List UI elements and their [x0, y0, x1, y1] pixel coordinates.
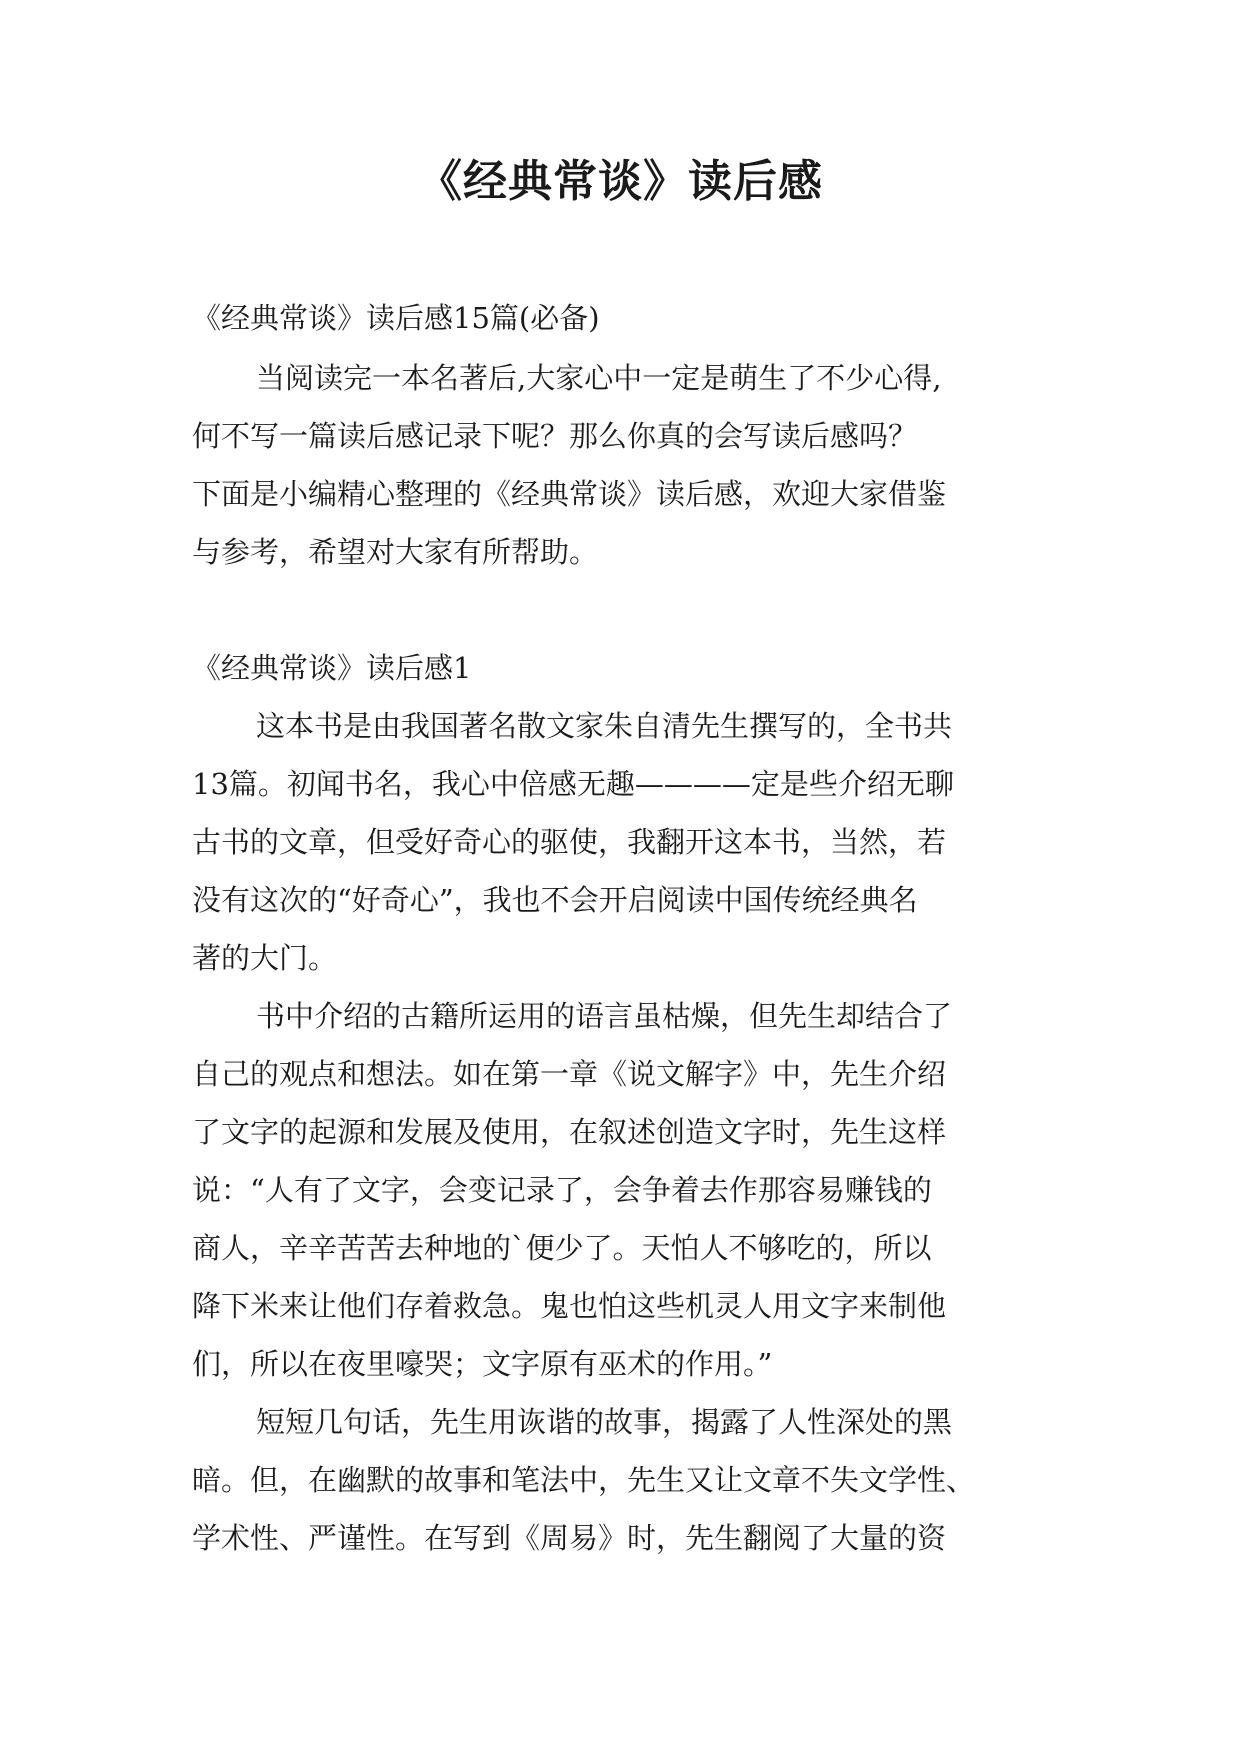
paragraph-line: 降下米来让他们存着救急。鬼也怕这些机灵人用文字来制他	[192, 1289, 947, 1323]
paragraph-line: 自己的观点和想法。如在第一章《说文解字》中，先生介绍	[192, 1057, 947, 1091]
intro-line: 当阅读完一本名著后,大家心中一定是萌生了不少心得,	[256, 361, 942, 395]
paragraph-line: 们，所以在夜里嚎哭；文字原有巫术的作用。”	[192, 1347, 773, 1381]
intro-line: 何不写一篇读后感记录下呢？那么你真的会写读后感吗？	[192, 419, 918, 453]
paragraph-line: 说：“人有了文字，会变记录了，会争着去作那容易赚钱的	[192, 1173, 932, 1207]
paragraph-line: 了文字的起源和发展及使用，在叙述创造文字时，先生这样	[192, 1115, 947, 1149]
intro-line: 与参考，希望对大家有所帮助。	[192, 535, 599, 569]
paragraph-line: 古书的文章，但受好奇心的驱使，我翻开这本书，当然，若	[192, 825, 947, 859]
section-heading: 《经典常谈》读后感1	[192, 651, 472, 685]
paragraph-line: 商人，辛辛苦苦去种地的`便少了。天怕人不够吃的，所以	[192, 1231, 932, 1265]
intro-line: 下面是小编精心整理的《经典常谈》读后感，欢迎大家借鉴	[192, 477, 947, 511]
paragraph-line: 暗。但，在幽默的故事和笔法中，先生又让文章不失文学性、	[192, 1463, 976, 1497]
document-title: 《经典常谈》读后感	[418, 156, 823, 207]
paragraph-line: 没有这次的“好奇心”，我也不会开启阅读中国传统经典名	[192, 883, 918, 917]
paragraph-line: 书中介绍的古籍所运用的语言虽枯燥，但先生却结合了	[256, 999, 953, 1033]
paragraph-line: 13篇。初闻书名，我心中倍感无趣————定是些介绍无聊	[192, 767, 954, 801]
paragraph-line: 短短几句话，先生用诙谐的故事，揭露了人性深处的黑	[256, 1405, 953, 1439]
document-subtitle: 《经典常谈》读后感15篇(必备)	[192, 301, 600, 335]
paragraph-line: 著的大门。	[192, 941, 338, 975]
paragraph-line: 学术性、严谨性。在写到《周易》时，先生翻阅了大量的资	[192, 1521, 947, 1555]
paragraph-line: 这本书是由我国著名散文家朱自清先生撰写的，全书共	[256, 709, 953, 743]
